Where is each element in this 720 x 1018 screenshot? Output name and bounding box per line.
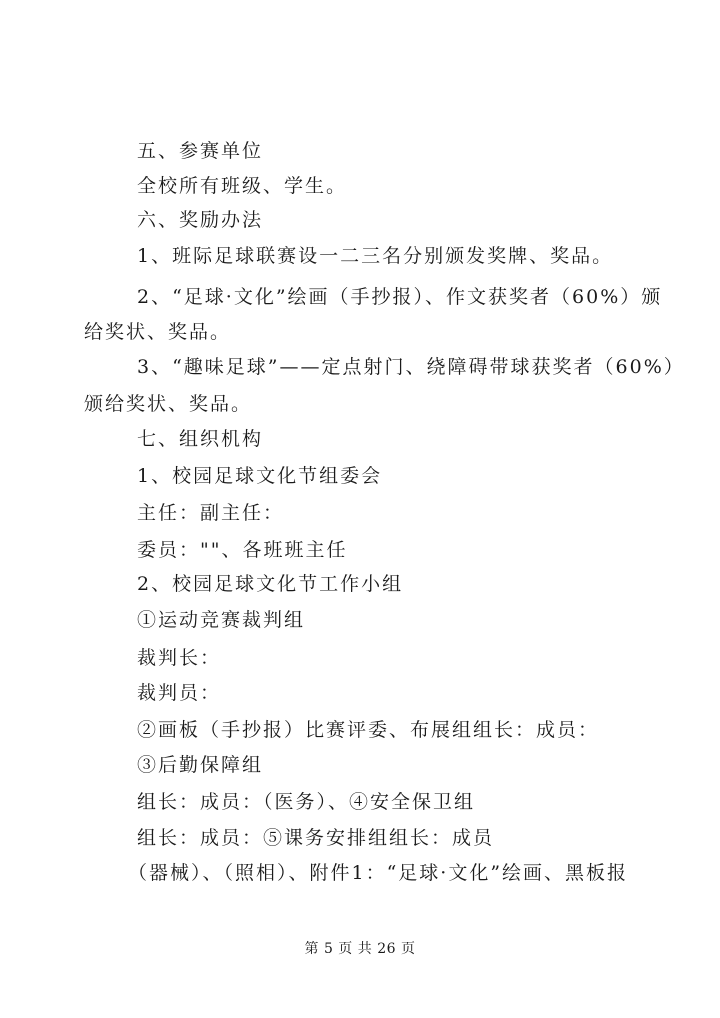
paragraph-line: 裁判员： [137, 682, 222, 704]
paragraph-line: 主任：副主任： [137, 502, 285, 524]
paragraph-line: 给奖状、奖品。 [84, 321, 232, 343]
paragraph-line: 全校所有班级、学生。 [137, 175, 348, 197]
paragraph-line: 颁给奖状、奖品。 [84, 393, 253, 415]
paragraph-line: 1、班际足球联赛设一二三名分别颁发奖牌、奖品。 [137, 245, 614, 267]
paragraph-line: （器械）、（照相）、附件1：“足球·文化”绘画、黑板报 [128, 862, 629, 884]
paragraph-line: 裁判长： [137, 647, 222, 669]
paragraph-line: ①运动竞赛裁判组 [137, 609, 306, 631]
paragraph-line: 委员：""、各班班主任 [137, 539, 348, 561]
paragraph-line: 组长：成员：⑤课务安排组组长：成员 [137, 827, 495, 849]
paragraph-line: ③后勤保障组 [137, 754, 264, 776]
section-heading-participants: 五、参赛单位 [137, 140, 264, 162]
paragraph-line: 组长：成员：（医务）、④安全保卫组 [137, 791, 476, 813]
paragraph-line: 2、“足球·文化”绘画（手抄报）、作文获奖者（60%）颁 [137, 286, 663, 308]
section-heading-rewards: 六、奖励办法 [137, 209, 264, 231]
paragraph-line: 2、校园足球文化节工作小组 [137, 573, 404, 595]
paragraph-line: 1、校园足球文化节组委会 [137, 465, 383, 487]
paragraph-line: ②画板（手抄报）比赛评委、布展组组长：成员： [137, 719, 600, 741]
paragraph-line: 3、“趣味足球”——定点射门、绕障碍带球获奖者（60%） [137, 356, 685, 378]
page-number-footer: 第 5 页 共 26 页 [304, 941, 416, 957]
section-heading-organization: 七、组织机构 [137, 428, 264, 450]
